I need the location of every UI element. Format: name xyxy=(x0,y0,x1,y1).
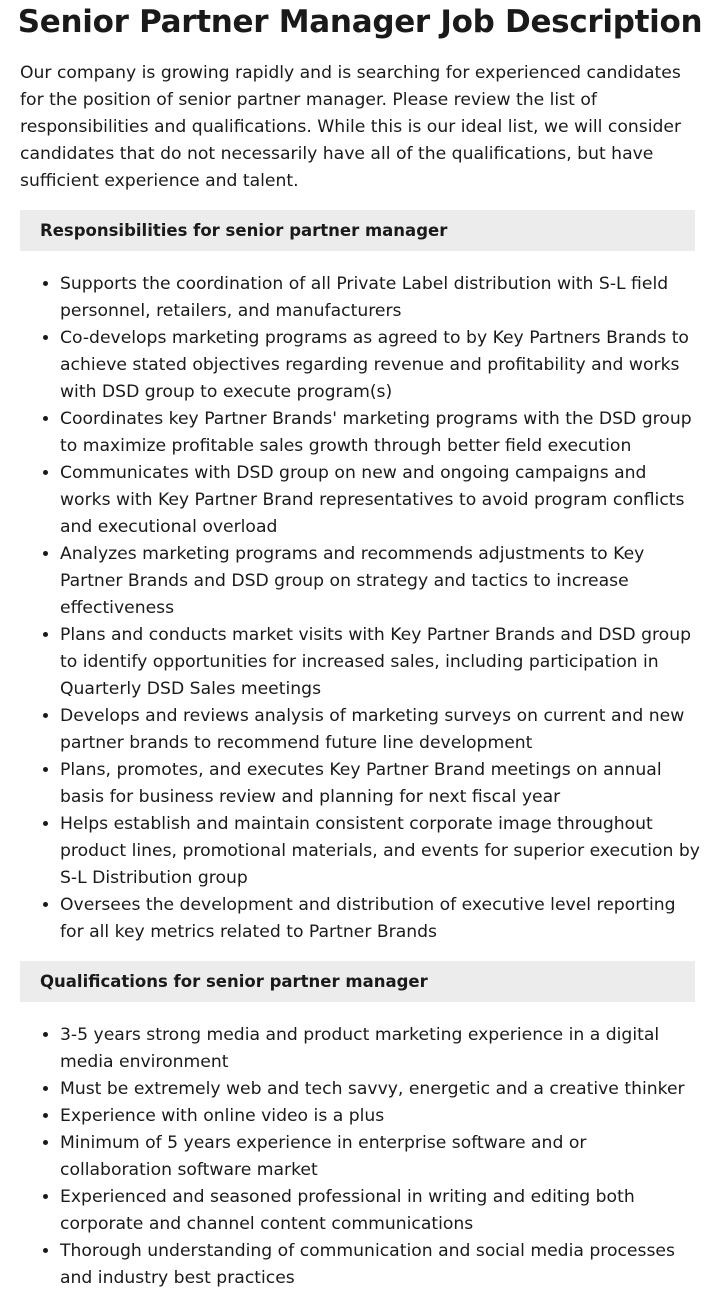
list-item: • Coordinates key Partner Brands' marketing programs with the DSD group to maximize profitable sales growth through better field execution xyxy=(60,406,700,460)
list-item: • 3-5 years strong media and product marketing experience in a digital media environment xyxy=(60,1022,700,1076)
list-item: • Analyzes marketing programs and recommends adjustments to Key Partner Brands and DSD group on strategy and tactics to increase effectiveness xyxy=(60,541,700,622)
list-item: • Oversees the development and distribution of executive level reporting for all key metrics related to Partner Brands xyxy=(60,892,700,946)
list-item: • Experience with online video is a plus xyxy=(60,1103,700,1130)
list-item: • Develops and reviews analysis of marketing surveys on current and new partner brands to recommend future line development xyxy=(60,703,700,757)
list-item: • Co-develops marketing programs as agreed to by Key Partners Brands to achieve stated objectives regarding revenue and profitability and works with DSD group to execute program(s) xyxy=(60,325,700,406)
qualifications-heading: Qualifications for senior partner manager xyxy=(20,961,695,1002)
list-item: • Minimum of 5 years experience in enterprise software and or collaboration software market xyxy=(60,1130,700,1184)
list-item: • Plans and conducts market visits with Key Partner Brands and DSD group to identify opportunities for increased sales, including participation in Quarterly DSD Sales meetings xyxy=(60,622,700,703)
list-item: • Must be extremely web and tech savvy, energetic and a creative thinker xyxy=(60,1076,700,1103)
list-item: • Helps establish and maintain consistent corporate image throughout product lines, promotional materials, and events for superior execution by S-L Distribution group xyxy=(60,811,700,892)
page-title: Senior Partner Manager Job Description xyxy=(17,4,703,40)
responsibilities-list xyxy=(0,271,700,946)
list-item: • Supports the coordination of all Private Label distribution with S-L field personnel, retailers, and manufacturers xyxy=(60,271,700,325)
list-item: • Communicates with DSD group on new and ongoing campaigns and works with Key Partner Brand representatives to avoid program conflicts and executional overload xyxy=(60,460,700,541)
qualifications-list xyxy=(0,1022,700,1292)
responsibilities-heading: Responsibilities for senior partner manager xyxy=(20,210,695,251)
list-item: • Plans, promotes, and executes Key Partner Brand meetings on annual basis for business review and planning for next fiscal year xyxy=(60,757,700,811)
intro-paragraph: Our company is growing rapidly and is searching for experienced candidates for the position of senior partner manager. Please review the list of responsibilities and qualifications. While this is our ideal list, we will consider candidates that do not necessarily have all of the qualifications, but have sufficient experience and talent. xyxy=(20,63,682,191)
list-item: • Experienced and seasoned professional in writing and editing both corporate and channel content communications xyxy=(60,1184,700,1238)
list-item: • Thorough understanding of communication and social media processes and industry best practices xyxy=(60,1238,700,1292)
